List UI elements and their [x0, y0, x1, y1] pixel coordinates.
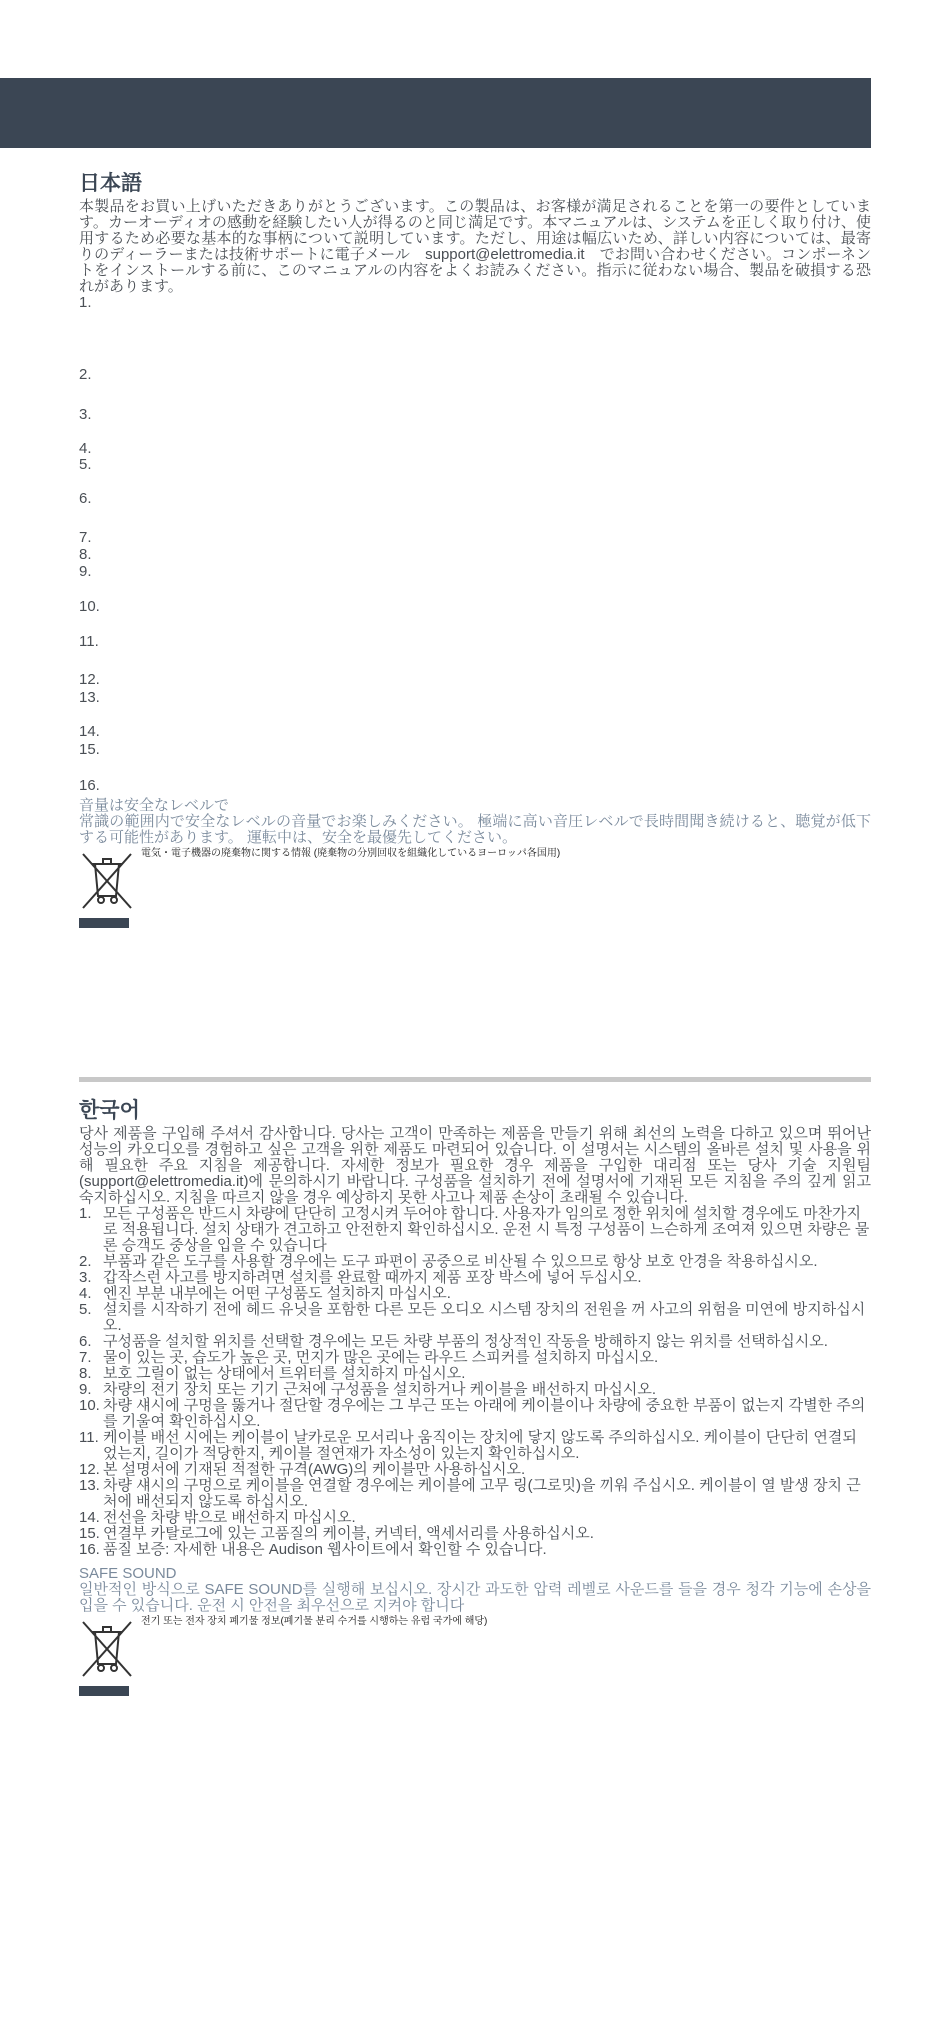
list-item: 4. — [79, 440, 92, 457]
list-item: 1. — [79, 294, 92, 311]
section-divider — [79, 1077, 871, 1082]
korean-weee-bar — [79, 1686, 129, 1696]
crossed-bin-icon — [79, 1618, 135, 1680]
list-item: 14. — [79, 723, 100, 740]
list-item: 6. 구성품을 설치할 위치를 선택할 경우에는 모든 차량 부품의 정상적인 작동을 방해하지 않는 위치를 선택하십시오. — [79, 1333, 828, 1350]
korean-intro: 당사 제품을 구입해 주셔서 감사합니다. 당사는 고객이 만족하는 제품을 만들기 위해 최선의 노력을 다하고 있으며 뛰어난 성능의 카오디오를 경험하고 싶은 고객을 위한 제품도 마련되어 있습니다. 이 설명서는 시스템의 올바른 설치 및 사용을 위해 필요한 주요 지침을 제공합니다. 자세한 정보가 필요한 경우 제품을 구입한 대리점 또는 당사 기술 지원팀(support@elettromedia.it)에 문의하시기 바랍니다. 구성품을 설치하기 전에 설명서에 기재된 모든 지침을 주의 깊게 읽고 숙지하십시오. 지침을 따르지 않을 경우 예상하지 못한 사고나 제품 손상이 초래될 수 있습니다. — [79, 1125, 871, 1206]
japanese-safe-title: 音量は安全なレベルで — [79, 797, 230, 814]
list-item: 11. 케이블 배선 시에는 케이블이 날카로운 모서리나 움직이는 장치에 닿지 않도록 주의하십시오. 케이블이 단단히 연결되었는지, 길이가 적당한지, 케이블 절연재가 자소성이 있는지 확인하십시오. — [79, 1429, 857, 1462]
header-bar — [0, 78, 871, 148]
list-item: 5. 설치를 시작하기 전에 헤드 유닛을 포함한 다른 모든 오디오 시스템 장치의 전원을 꺼 사고의 위험을 미연에 방지하십시오. — [79, 1301, 866, 1334]
list-item: 10. 차량 섀시에 구멍을 뚫거나 절단할 경우에는 그 부근 또는 아래에 케이블이나 차량에 중요한 부품이 없는지 각별한 주의를 기울여 확인하십시오. — [79, 1397, 866, 1430]
korean-weee — [79, 1618, 871, 1680]
list-item: 9. 차량의 전기 장치 또는 기기 근처에 구성품을 설치하거나 케이블을 배선하지 마십시오. — [79, 1381, 656, 1398]
japanese-intro: 本製品をお買い上げいただきありがとうございます。この製品は、お客様が満足されることを第一の要件としています。カーオーディオの感動を経験したい人が得るのと同じ満足です。本マニュアルは、システムを正しく取り付け、使用するため必要な基本的な事柄について説明しています。ただし、用途は幅広いため、詳しい内容については、最寄りのディーラーまたは技術サポートに電子メール support@elettromedia.it でお問い合わせください。コンポーネントをインストールする前に、このマニュアルの内容をよくお読みください。指示に従わない場合、製品を破損する恐れがあります。 — [79, 198, 871, 295]
list-item: 13. 차량 섀시의 구멍으로 케이블을 연결할 경우에는 케이블에 고무 링(그로밋)을 끼워 주십시오. 케이블이 열 발생 장치 근처에 배선되지 않도록 하십시오. — [79, 1477, 861, 1510]
korean-title: 한국어 — [79, 1099, 140, 1122]
japanese-title: 日本語 — [79, 172, 142, 195]
list-item: 11. — [79, 633, 99, 650]
list-item: 4. 엔진 부분 내부에는 어떤 구성품도 설치하지 마십시오. — [79, 1285, 451, 1302]
japanese-weee — [79, 850, 871, 912]
japanese-weee-bar — [79, 918, 129, 928]
list-item: 1. 모든 구성품은 반드시 차량에 단단히 고정시켜 두어야 합니다. 사용자가 임의로 정한 위치에 설치할 경우에도 마찬가지로 적용됩니다. 설치 상태가 견고하고 안전한지 확인하십시오. 운전 시 특정 구성품이 느슨하게 조여져 있으면 차량은 물론 승객도 중상을 입을 수 있습니다 — [79, 1205, 870, 1254]
list-item: 2. 부품과 같은 도구를 사용할 경우에는 도구 파편이 공중으로 비산될 수 있으므로 항상 보호 안경을 착용하십시오. — [79, 1253, 818, 1270]
korean-safe-text: 일반적인 방식으로 SAFE SOUND를 실행해 보십시오. 장시간 과도한 압력 레벨로 사운드를 들을 경우 청각 기능에 손상을 입을 수 있습니다. 운전 시 안전을 최우선으로 지켜야 합니다 — [79, 1581, 871, 1614]
list-item: 9. — [79, 563, 92, 580]
list-item: 5. — [79, 456, 92, 473]
list-item: 12. — [79, 671, 100, 688]
list-item: 3. — [79, 406, 92, 423]
list-item: 14. 전선을 차량 밖으로 배선하지 마십시오. — [79, 1509, 356, 1526]
japanese-safe-text: 常識の範囲内で安全なレベルの音量でお楽しみください。 極端に高い音圧レベルで長時間聞き続けると、聴覚が低下する可能性があります。 運転中は、安全を最優先してください。 — [79, 813, 871, 846]
list-item: 15. 연결부 카탈로그에 있는 고품질의 케이블, 커넥터, 액세서리를 사용하십시오. — [79, 1525, 594, 1542]
korean-safe-title: SAFE SOUND — [79, 1565, 177, 1582]
list-item: 3. 갑작스런 사고를 방지하려면 설치를 완료할 때까지 제품 포장 박스에 넣어 두십시오. — [79, 1269, 642, 1286]
crossed-bin-icon — [79, 850, 135, 912]
korean-weee-text: 전기 또는 전자 장치 폐기물 정보(폐기물 분리 수거를 시행하는 유럽 국가에 해당) — [141, 1616, 488, 1627]
korean-section — [79, 1099, 871, 1696]
list-item: 2. — [79, 366, 92, 383]
japanese-weee-text: 電気・電子機器の廃棄物に関する情報 (廃棄物の分別回収を組織化しているヨーロッパ各国用) — [141, 848, 561, 859]
list-item: 8. 보호 그릴이 없는 상태에서 트위터를 설치하지 마십시오. — [79, 1365, 466, 1382]
list-item: 7. — [79, 529, 92, 546]
list-item: 12. 본 설명서에 기재된 적절한 규격(AWG)의 케이블만 사용하십시오. — [79, 1461, 526, 1478]
japanese-list — [79, 295, 871, 794]
list-item: 8. — [79, 546, 92, 563]
list-item: 16. 품질 보증: 자세한 내용은 Audison 웹사이트에서 확인할 수 있습니다. — [79, 1541, 547, 1558]
japanese-section — [79, 172, 871, 928]
list-item: 7. 물이 있는 곳, 습도가 높은 곳, 먼지가 많은 곳에는 라우드 스피커를 설치하지 마십시오. — [79, 1349, 659, 1366]
korean-list — [79, 1206, 871, 1558]
list-item: 13. — [79, 689, 100, 706]
list-item: 6. — [79, 490, 92, 507]
list-item: 15. — [79, 741, 100, 758]
list-item: 10. — [79, 598, 100, 615]
list-item: 16. — [79, 777, 100, 794]
